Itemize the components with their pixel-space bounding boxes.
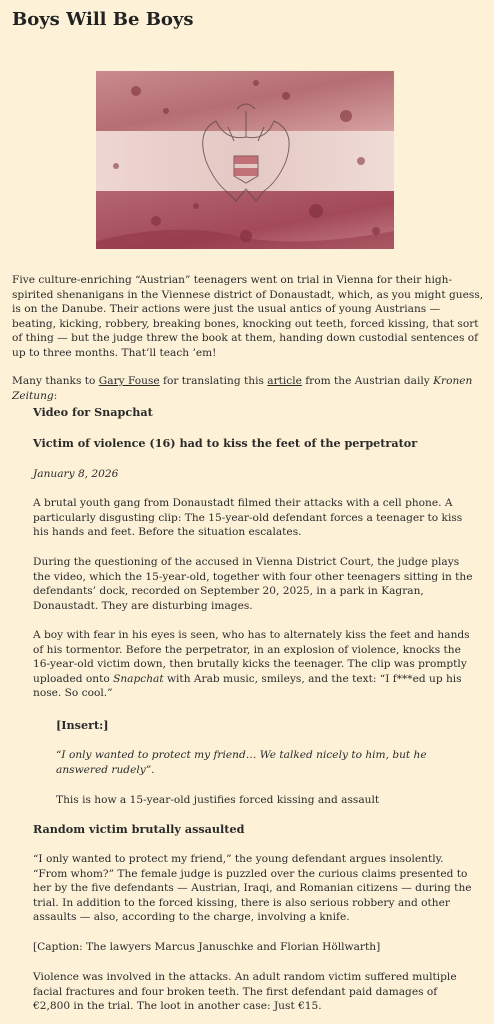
photo-caption: [Caption: The lawyers Marcus Januschke and Florian Höllwarth]	[33, 941, 381, 953]
thanks-paragraph	[12, 374, 484, 403]
paragraph-italic: Snapchat	[113, 672, 164, 685]
article-paragraph: Violence was involved in the attacks. An adult random victim suffered multiple facial fractures and four broken teeth. The first defendant paid damages of €2,800 in the trial. The loot in another case: Just €15.	[33, 971, 457, 1013]
article-link[interactable]: article	[267, 375, 302, 387]
article-paragraph: A brutal youth gang from Donaustadt filmed their attacks with a cell phone. A particularly disgusting clip: The 15-year-old defendant forces a teenager to kiss his hands and feet. Before the situation escalates.	[33, 497, 463, 539]
thanks-text-end: :	[53, 389, 58, 402]
thanks-text-middle: for translating this	[159, 375, 268, 387]
article-subhead: Random victim brutally assaulted	[33, 822, 245, 836]
insert-label: [Insert:]	[56, 718, 109, 732]
austrian-flag-eagle-painting	[96, 71, 394, 249]
article-paragraph: “I only wanted to protect my friend,” the young defendant argues insolently. “From whom?” The female judge is puzzled over the curious claims presented to her by the five defendants — Austrian, Iraqi, and Romanian citizens — during the trial. In addition to the forced kissing, there is also serious robbery and other assaults — also, according to the charge, involving a knife.	[33, 853, 472, 924]
article-date: January 8, 2026	[33, 468, 119, 480]
article-kicker: Video for Snapchat	[33, 405, 153, 419]
paragraph-text-end: with Arab music, smileys, and the text: “I f***ed up his nose. So cool.”	[33, 672, 462, 700]
insert-quote: “I only wanted to protect my friend… We talked nicely to him, but he answered rudely”.	[56, 749, 427, 776]
translator-link[interactable]: Gary Fouse	[98, 375, 160, 387]
insert-caption: This is how a 15-year-old justifies forced kissing and assault	[56, 794, 380, 806]
article-headline: Victim of violence (16) had to kiss the feet of the perpetrator	[33, 436, 418, 450]
post-title: Boys Will Be Boys	[12, 9, 194, 30]
article-paragraph: During the questioning of the accused in Vienna District Court, the judge plays the video, which the 15-year-old, together with four other teenagers sitting in the defendants’ dock, recorded on September 20, 2025, in a park in Kagran, Donaustadt. They are disturbing images.	[33, 556, 473, 612]
thanks-text-after: from the Austrian daily	[301, 375, 434, 387]
article-paragraph	[33, 628, 476, 701]
intro-paragraph: Five culture-enriching “Austrian” teenagers went on trial in Vienna for their high-spirited shenanigans in the Viennese district of Donaustadt, which, as you might guess, is on the Danube. Their actions were just the usual antics of young Austrians — beating, kicking, robbery, breaking bones, knocking out teeth, forced kissing, that sort of thing — but the judge threw the book at them, handing down custodial sentences of up to three months. That’ll teach ’em!	[12, 274, 484, 359]
thanks-text: Many thanks to	[12, 375, 99, 387]
source-name: Kronen Zeitung	[12, 375, 473, 402]
paragraph-text: A boy with fear in his eyes is seen, who has to alternately kiss the feet and hands of his tormentor. Before the perpetrator, in an explosion of violence, knocks the 16-year-old victim down, then brutally kicks the teenager. The clip was promptly uploaded onto	[33, 629, 470, 685]
